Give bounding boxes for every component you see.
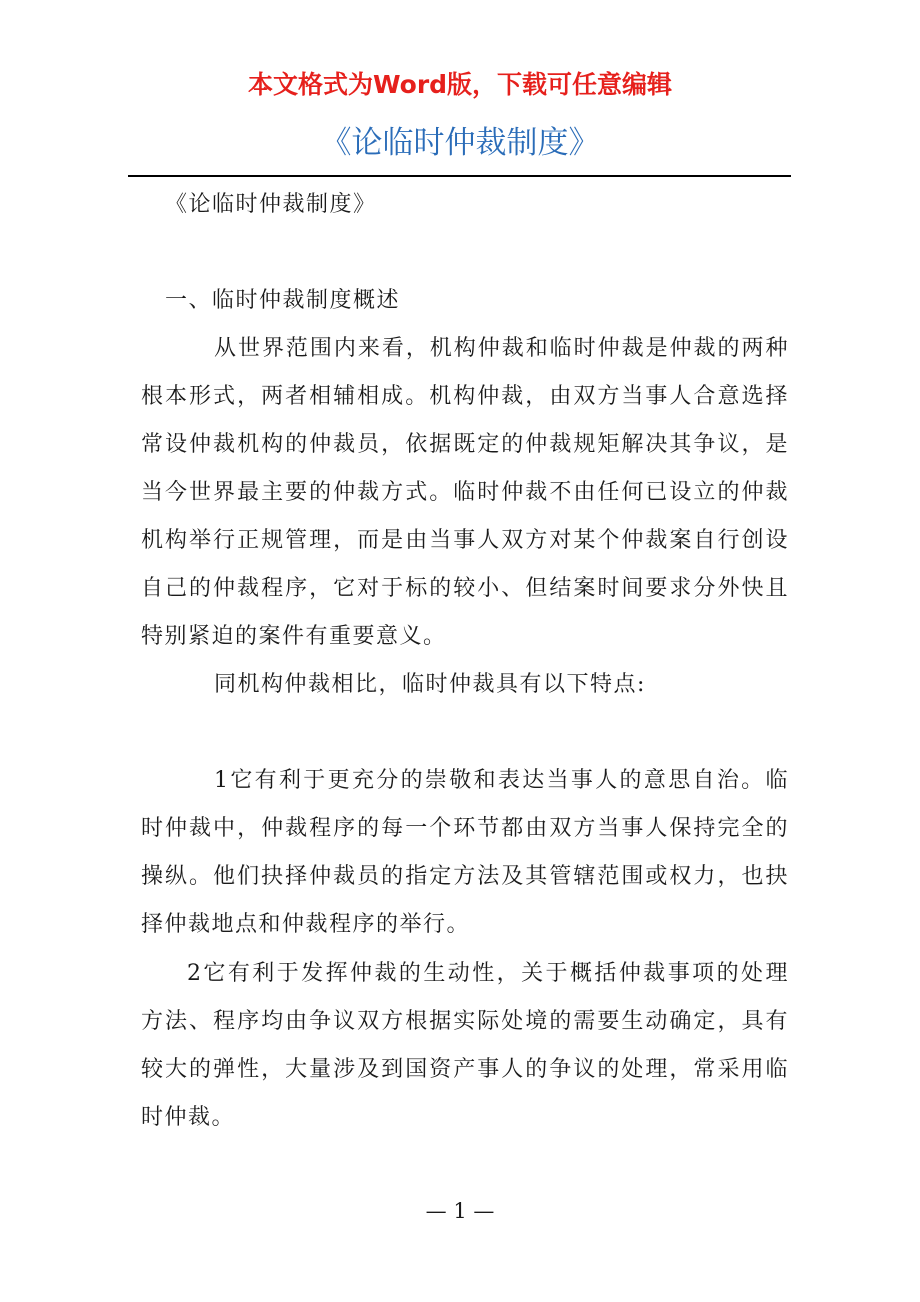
section-heading: 一、临时仲裁制度概述: [165, 288, 401, 313]
document-title: 《论临时仲裁制度》: [320, 125, 600, 161]
title-divider: [128, 175, 791, 177]
body-paragraph: 2它有利于发挥仲裁的生动性，关于概括仲裁事项的处理方法、程序均由争议双方根据实际处境的需要生动确定，具有较大的弹性，大量涉及到国资产事人的争议的处理，常采用临时仲裁。: [141, 961, 789, 1130]
body-paragraph: 同机构仲裁相比，临时仲裁具有以下特点:: [214, 672, 646, 697]
page-number: — 1 —: [425, 1199, 495, 1223]
body-paragraph: 从世界范围内来看，机构仲裁和临时仲裁是仲裁的两种根本形式，两者相辅相成。机构仲裁，由双方当事人合意选择常设仲裁机构的仲裁员，依据既定的仲裁规矩解决其争议，是当今世界最主要的仲裁方式。临时仲裁不由任何已设立的仲裁机构举行正规管理，而是由当事人双方对某个仲裁案自行创设自己的仲裁程序，它对于标的较小、但结案时间要求分外快且特别紧迫的案件有重要意义。: [141, 336, 789, 649]
format-banner: 本文格式为Word版，下载可任意编辑: [247, 70, 673, 99]
document-subtitle: 《论临时仲裁制度》: [165, 192, 377, 217]
body-paragraph: 1它有利于更充分的崇敬和表达当事人的意思自治。临时仲裁中，仲裁程序的每一个环节都由双方当事人保持完全的操纵。他们抉择仲裁员的指定方法及其管辖范围或权力，也抉择仲裁地点和仲裁程序的举行。: [141, 768, 789, 937]
